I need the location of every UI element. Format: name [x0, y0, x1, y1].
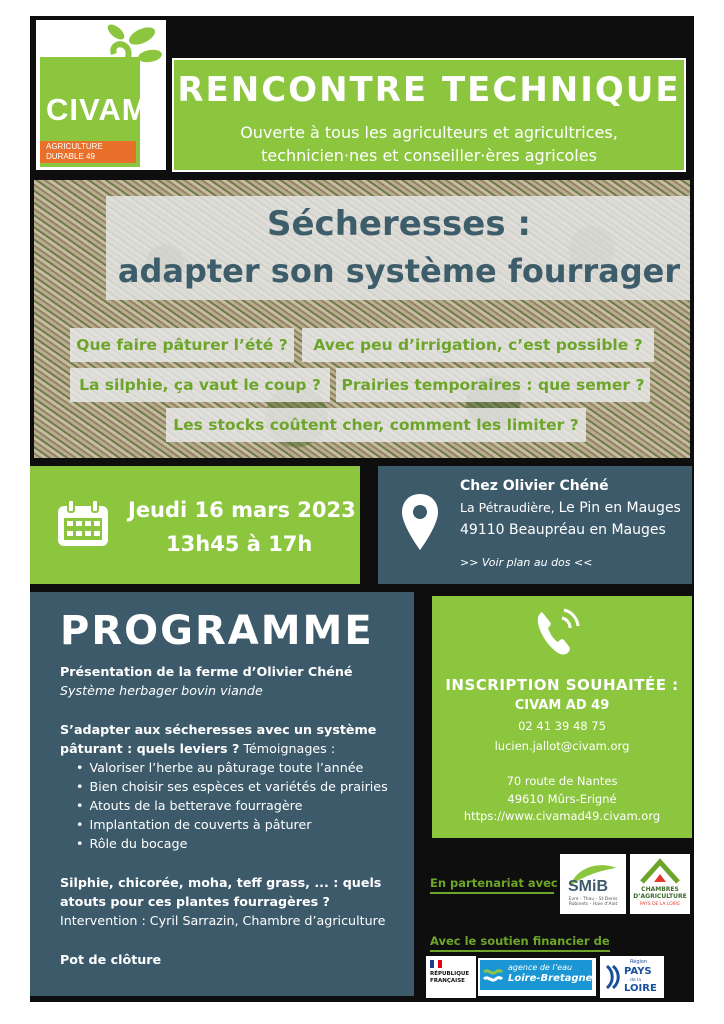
logo-sub-line2: DURABLE 49	[46, 152, 95, 161]
programme-item-2-title-a: S’adapter aux sécheresses avec un système	[60, 722, 377, 737]
header-subtitle-2: technicien·nes et conseiller·ères agricoles	[261, 146, 597, 165]
logo-brand: CIVAM	[46, 92, 149, 127]
address-town: Le Pin en Mauges	[558, 500, 681, 516]
phone-icon	[534, 606, 580, 658]
inscription-org: CIVAM AD 49	[514, 698, 610, 713]
grass-photo	[34, 180, 690, 458]
topic-title-2: adapter son système fourrager	[117, 252, 681, 290]
topic-title-1: Sécheresses :	[267, 204, 531, 244]
smib-logo	[560, 854, 626, 914]
region-line2: LOIRE	[624, 983, 657, 994]
header-banner	[172, 58, 686, 172]
header-title: RENCONTRE TECHNIQUE	[177, 70, 681, 110]
inscription-box	[432, 596, 692, 838]
programme-item-1-sub: Système herbager bovin viande	[60, 683, 263, 698]
chambres-agriculture-logo	[630, 854, 690, 914]
chambres-roof-icon	[640, 858, 680, 884]
calendar-icon	[56, 500, 110, 548]
inscription-title: INSCRIPTION SOUHAITÉE :	[445, 676, 679, 694]
partners-underline	[430, 892, 554, 894]
question-4: Prairies temporaires : que semer ?	[336, 368, 650, 402]
programme-bullet-list	[60, 758, 410, 853]
programme-item-3-rest: Intervention : Cyril Sarrazin, Chambre d’agriculture	[60, 913, 386, 928]
list-item: • Valoriser l’herbe au pâturage toute l’année	[76, 758, 410, 777]
agence-eau-logo	[478, 958, 596, 996]
programme-title: PROGRAMME	[60, 608, 374, 654]
inscription-street: 70 route de Nantes	[506, 774, 618, 788]
logo-sub-line1: AGRICULTURE	[46, 142, 103, 151]
chambres-name: CHAMBRES D’AGRICULTURE	[633, 886, 687, 900]
region-de: de la	[630, 978, 642, 983]
host-name: Chez Olivier Chéné	[460, 478, 609, 494]
chambres-sub: PAYS DE LA LOIRE	[639, 902, 681, 907]
republique-line2: FRANÇAISE	[430, 978, 465, 984]
inscription-website[interactable]: https://www.civamad49.civam.org	[463, 809, 661, 823]
question-2: Avec peu d’irrigation, c’est possible ?	[302, 328, 654, 362]
location-box	[378, 466, 692, 584]
republique-francaise-logo	[426, 956, 476, 998]
map-pin-icon	[400, 492, 440, 552]
programme-box	[30, 592, 414, 996]
programme-body	[60, 662, 410, 969]
header-subtitle-1: Ouverte à tous les agriculteurs et agricultrices,	[240, 123, 618, 142]
address-line-1	[460, 500, 681, 516]
programme-item-4: Pot de clôture	[60, 952, 162, 967]
list-item: • Implantation de couverts à pâturer	[76, 815, 410, 834]
french-flag-icon	[430, 960, 442, 968]
funding-label: Avec le soutien financier de	[430, 934, 610, 948]
question-5: Les stocks coûtent cher, comment les limiter ?	[166, 408, 586, 442]
list-item: • Atouts de la betterave fourragère	[76, 796, 410, 815]
inscription-email[interactable]: lucien.jallot@civam.org	[494, 739, 630, 753]
question-3: La silphie, ça vaut le coup ?	[70, 368, 330, 402]
funding-underline	[430, 950, 610, 952]
programme-item-3-title-a: Silphie, chicorée, moha, teff grass, ... : quels	[60, 875, 382, 890]
agence-line1: agence de l’eau	[508, 963, 573, 972]
programme-item-1-title: Présentation de la ferme d’Olivier Chéné	[60, 664, 353, 679]
plan-note: >> Voir plan au dos <<	[460, 556, 593, 569]
address-locality: La Pétraudière,	[460, 500, 555, 515]
list-item: • Rôle du bocage	[76, 834, 410, 853]
republique-line1: RÉPUBLIQUE	[430, 971, 470, 977]
topic-title-box	[106, 196, 690, 300]
inscription-phone[interactable]: 02 41 39 48 75	[518, 719, 606, 733]
question-1: Que faire pâturer l’été ?	[70, 328, 294, 362]
region-pays-loire-logo	[600, 956, 664, 998]
water-wave-icon	[482, 964, 504, 986]
address-line-2: 49110 Beaupréau en Mauges	[460, 522, 666, 538]
programme-item-2-rest: Témoignages :	[239, 741, 336, 756]
region-arcs-icon	[604, 964, 620, 990]
region-small: Région	[630, 959, 648, 965]
programme-item-2-title-b: pâturant : quels leviers ?	[60, 741, 240, 756]
smib-sub: Evre - Thau - St Denis Robinets - Haie d'Alot	[568, 897, 618, 907]
region-line1: PAYS	[624, 966, 652, 977]
event-date: Jeudi 16 mars 2023	[128, 498, 356, 522]
programme-item-3-title-b: atouts pour ces plantes fourragères ?	[60, 894, 330, 909]
event-time: 13h45 à 17h	[166, 532, 313, 556]
inscription-city: 49610 Mûrs-Erigné	[507, 792, 617, 806]
date-box	[30, 466, 360, 584]
smib-name: SMiB	[568, 878, 608, 895]
list-item: • Bien choisir ses espèces et variétés de prairies	[76, 777, 410, 796]
partners-label: En partenariat avec	[430, 876, 558, 890]
agence-line2: Loire-Bretagne	[508, 973, 593, 984]
civam-logo	[36, 20, 166, 170]
